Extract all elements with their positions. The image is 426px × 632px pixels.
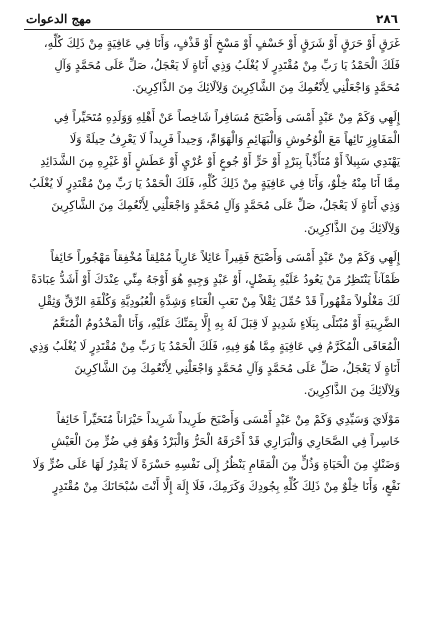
text-line: وَلِآلَائِكَ مِنَ الذَّاكِرِينَ. [303,383,400,398]
page-number: ٢٨٦ [376,12,398,26]
text-line: الْمَفَاوِزِ تَائِهاً مَعَ الْوُحُوشِ وَالْبَهَائِمِ وَالْهَوَامِّ، وَحِيداً فَرِيداً لَا يَعْرِفُ حِيلَةً وَلَا [69,131,400,146]
text-line: يَهْتَدِي سَبِيلاً أَوْ مُتَأَذِّياً بِبَرْدٍ أَوْ حَرٍّ أَوْ جُوعٍ أَوْ عُرْيٍ أَوْ عَطَشٍ أَوْ غَيْرِهِ مِنَ الشَّدَائِدِ [40,154,400,169]
book-title: مهج الدعوات [26,12,92,26]
text-line: نَفْعٍ، وَأَنَا خِلْوٌ مِنْ ذَلِكَ كُلِّهِ بِجُودِكَ وَكَرَمِكَ، فَلَا إِلَهَ إِلَّا أَنْتَ سُبْحَانَكَ مِنْ مُقْتَدِرٍ [52,478,400,493]
text-line: فَلَكَ الْحَمْدُ يَا رَبِّ مِنْ مُقْتَدِرٍ لَا يُغْلَبُ وَذِي أَنَاةٍ لَا يَعْجَلُ، صَلِّ عَلَى مُحَمَّدٍ وَآلِ [54,58,400,73]
text-line: وَذِي أَنَاةٍ لَا يَعْجَلُ، صَلِّ عَلَى مُحَمَّدٍ وَآلِ مُحَمَّدٍ وَاجْعَلْنِي لِأَنْعُمِكَ مِنَ الشَّاكِرِينَ [51,198,400,213]
text-line: خَاسِراً فِي الصَّحَارِي وَالْبَرَارِي قَدْ أَحْرَقَهُ الْحَرُّ وَالْبَرْدُ وَهُوَ فِي ضُرٍّ مِنَ الْعَيْشِ [51,434,400,449]
paragraph [24,106,400,239]
text-line: الضَّرِيبَةِ أَوْ مُبْتَلًى بِبَلَاءٍ شَدِيدٍ لَا قِبَلَ لَهُ بِهِ إِلَّا بِمَنِّكَ عَلَيْهِ، وَأَنَا الْمَخْدُومُ الْمُنَعَّمُ [52,316,400,331]
paragraph [24,32,400,99]
text-line: إِلَهِي وَكَمْ مِنْ عَبْدٍ أَمْسَى وَأَصْبَحَ مُسَافِراً شَاخِصاً عَنْ أَهْلِهِ وَوَلَدِهِ مُتَحَيِّراً فِي [53,109,400,124]
text-line: مُحَمَّدٍ وَاجْعَلْنِي لِأَنْعُمِكَ مِنَ الشَّاكِرِينَ وَلِآلَائِكَ مِنَ الذَّاكِرِينَ. [131,80,400,95]
text-line: مِمَّا أَنَا مِنْهُ خِلْوٌ، وَأَنَا فِي عَافِيَةٍ مِنْ ذَلِكَ كُلِّهِ، فَلَكَ الْحَمْدُ يَا رَبِّ مِنْ مُقْتَدِرٍ لَا يُغْلَبُ [29,176,400,191]
text-line: مَوْلَايَ وَسَيِّدِي وَكَمْ مِنْ عَبْدٍ أَمْسَى وَأَصْبَحَ طَرِيداً شَرِيداً حَيْرَاناً مُتَحَيِّراً خَائِفاً [56,412,400,427]
paragraph [24,408,400,497]
text-line: غَرَقٍ أَوْ حَرَقٍ أَوْ شَرَقٍ أَوْ خَسْفٍ أَوْ مَسْخٍ أَوْ قَذْفٍ، وَأَنَا فِي عَافِيَةٍ مِنْ ذَلِكَ كُلِّهِ، [43,36,400,50]
text-line: الْمُعَافَى الْمُكَرَّمُ فِي عَافِيَةٍ مِمَّا هُوَ فِيهِ، فَلَكَ الْحَمْدُ يَا رَبِّ مِنْ مُقْتَدِرٍ لَا يُغْلَبُ وَذِي [29,338,400,353]
text-line: وَلِآلَائِكَ مِنَ الذَّاكِرِينَ. [303,220,400,235]
text-line: وَضَنْكٍ مِنَ الْحَيَاةِ وَذُلٍّ مِنَ الْمَقَامِ يَنْظُرُ إِلَى نَفْسِهِ حَسْرَةً لَا يَقْدِرُ لَهَا عَلَى ضُرٍّ وَلَا [32,456,400,471]
text-line: إِلَهِي وَكَمْ مِنْ عَبْدٍ أَمْسَى وَأَصْبَحَ فَقِيراً عَائِلاً عَارِياً مُمْلِقاً مُخْفِقاً مَهْجُوراً خَائِفاً [50,249,400,264]
paragraph [24,246,400,401]
text-line: لَكَ مَغْلُولاً مَقْهُوراً قَدْ حُمِّلَ ثِقْلاً مِنْ تَعَبِ الْعَنَاءِ وَشِدَّةِ الْعُبُودِيَّةِ وَكُلْفَةِ الرِّقِّ وَثِقْلِ [37,294,400,309]
text-line: ظَمْآناً يَنْتَظِرُ مَنْ يَعُودُ عَلَيْهِ بِفَضْلٍ، أَوْ عَبْدٍ وَجِيهٍ هُوَ أَوْجَهُ مِنِّي عِنْدَكَ أَوْ أَشَدُّ عِبَادَةً [31,272,400,287]
page-header [24,12,400,30]
body-text [24,32,400,497]
text-line: أَنَاةٍ لَا يَعْجَلُ، صَلِّ عَلَى مُحَمَّدٍ وَآلِ مُحَمَّدٍ وَاجْعَلْنِي لِأَنْعُمِكَ مِنَ الشَّاكِرِينَ [74,360,400,375]
